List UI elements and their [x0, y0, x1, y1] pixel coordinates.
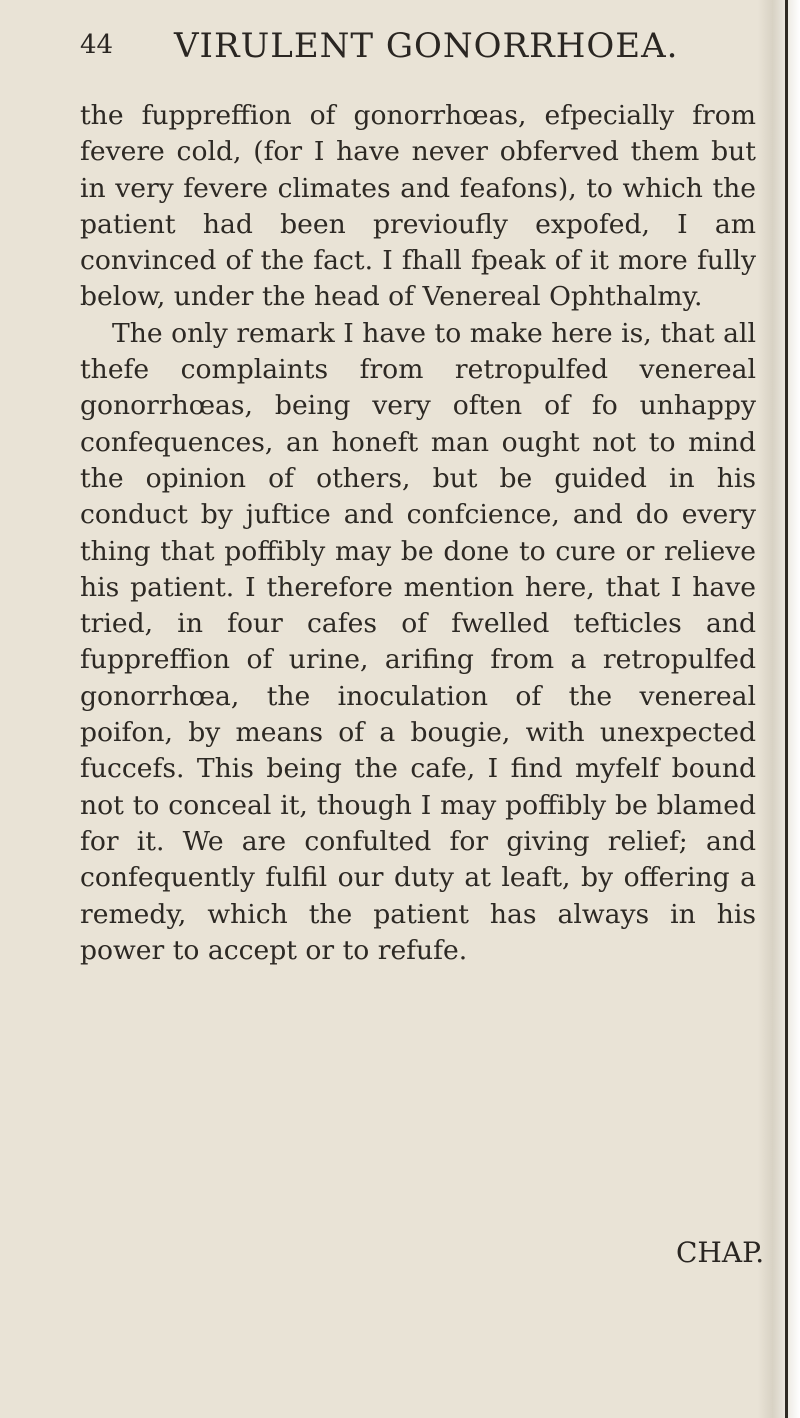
page-gutter-shadow [758, 0, 800, 1418]
running-title: VIRULENT GONORRHOEA. [174, 26, 679, 66]
running-head [80, 26, 720, 70]
paragraph-continued: the fuppreffion of gonorrhœas, efpecially from fevere cold, (for I have never obferved them but in very fevere climates and feafons), to which the patient had been previoufly expofed, I am convinced of the fact. I fhall fpeak of it more fully below, under the head of Venereal Ophthalmy. [80, 100, 756, 313]
page-number: 44 [80, 30, 114, 60]
page-gutter-line [785, 0, 788, 1418]
paragraph-remark: The only remark I have to make here is, that all thefe complaints from retropulfed venereal gonorrhœas, being very often of fo unhappy confequences, an honeft man ought not to mind the opinion of others, but be guided in his conduct by juftice and confcience, and do every thing that poffibly may be done to cure or relieve his patient. I therefore mention here, that I have tried, in four cafes of fwelled tefticles and fuppreffion of urine, arifing from a retropulfed gonorrhœa, the inoculation of the venereal poifon, by means of a bougie, with unexpected fuccefs. This being the cafe, I find myfelf bound not to conceal it, though I may poffibly be blamed for it. We are confulted for giving relief; and confequently fulfil our duty at leaft, by offering a remedy, which the patient has always in his power to accept or to refufe. [80, 317, 756, 966]
catchword: CHAP. [676, 1236, 765, 1269]
body-text [80, 98, 756, 969]
